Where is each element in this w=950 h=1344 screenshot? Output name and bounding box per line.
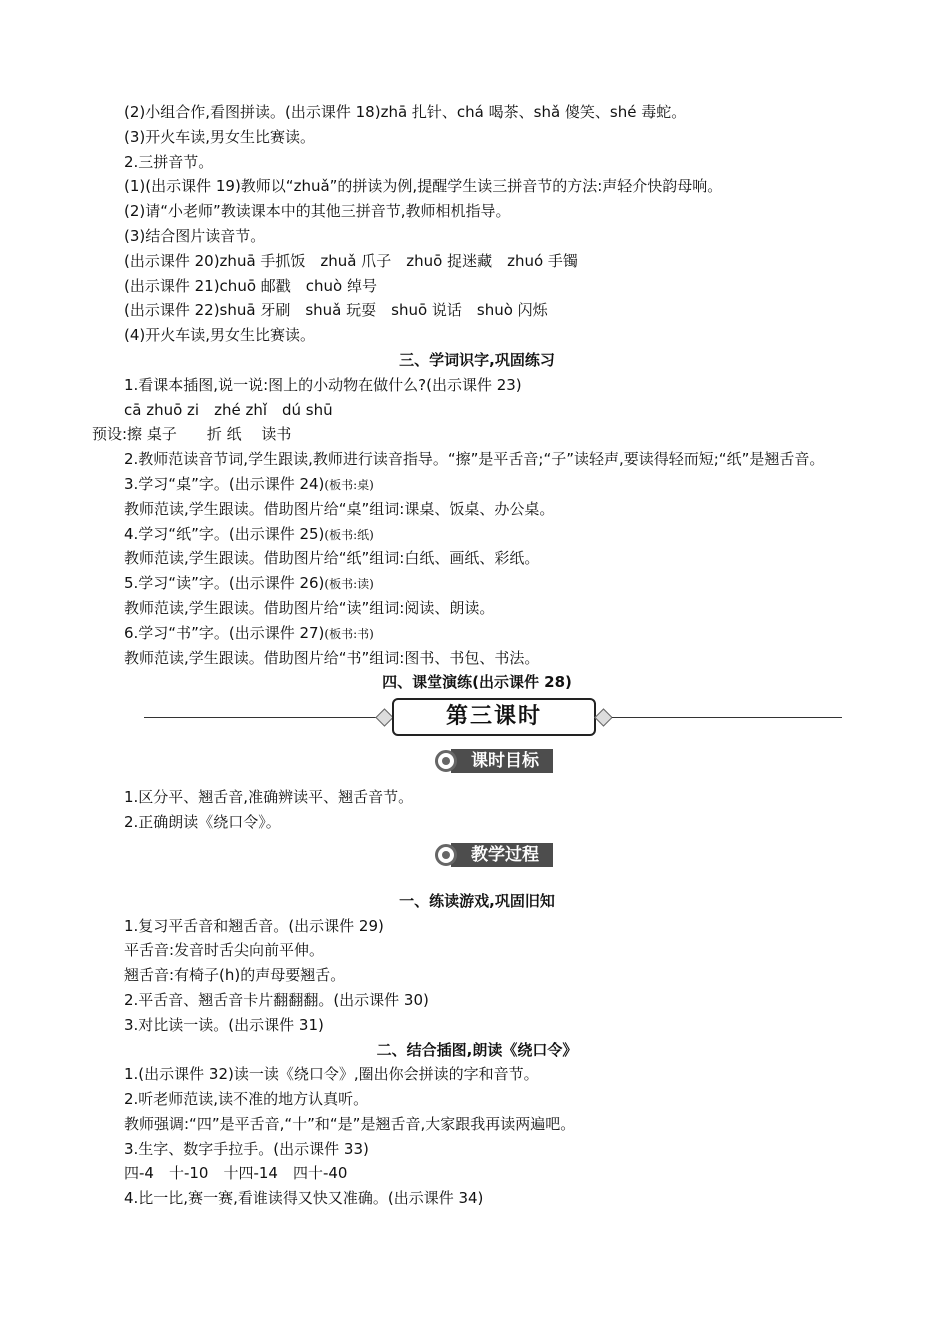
section-heading: 四、课堂演练(出示课件 28)	[382, 673, 572, 692]
text-line: 教师范读,学生跟读。借助图片给“桌”组词:课桌、饭桌、办公桌。	[124, 499, 555, 518]
pinyin-line: cā zhuō zi zhé zhǐ dú shū	[124, 400, 333, 419]
text-line: (2)小组合作,看图拼读。(出示课件 18)zhā 扎针、chá 喝茶、shǎ 傻笑、shé 毒蛇。	[124, 103, 687, 121]
section-heading: 二、结合插图,朗读《绕口令》	[376, 1040, 578, 1059]
preset-line: 预设:擦 桌子 折 纸 读书	[92, 425, 292, 444]
board-note: (板书:读)	[324, 577, 374, 592]
text-line: 教师强调:“四”是平舌音,“十”和“是”是翘舌音,大家跟我再读两遍吧。	[124, 1114, 576, 1133]
item-heading-text: 4.学习“纸”字。(出示课件 25)	[124, 524, 325, 543]
item-heading	[92, 621, 862, 646]
goal-line: 1.区分平、翘舌音,准确辨读平、翘舌音节。	[124, 788, 414, 807]
text-paragraph-content: 2.教师范读音节词,学生跟读,教师进行读音指导。“擦”是平舌音;“子”读轻声,要读得轻而短;“纸”是翘舌音。	[124, 450, 825, 469]
board-note: (板书:桌)	[324, 477, 374, 492]
process-tag-label: 教学过程	[451, 843, 553, 867]
goal-tag-row	[92, 741, 862, 785]
text-line: (出示课件 20)zhuā 手抓饭 zhuǎ 爪子 zhuō 捉迷藏 zhuó 手镯	[124, 251, 578, 270]
text-line: 教师范读,学生跟读。借助图片给“读”组词:阅读、朗读。	[124, 598, 495, 617]
item-heading	[92, 472, 862, 497]
text-line: 1.(出示课件 32)读一读《绕口令》,圈出你会拼读的字和音节。	[124, 1065, 539, 1084]
text-line: 1.看课本插图,说一说:图上的小动物在做什么?(出示课件 23)	[124, 375, 522, 394]
text-line: 翘舌音:有椅子(h)的声母要翘舌。	[124, 966, 346, 985]
text-line: 教师范读,学生跟读。借助图片给“纸”组词:白纸、画纸、彩纸。	[124, 549, 540, 568]
text-line: 3.对比读一读。(出示课件 31)	[124, 1015, 324, 1034]
text-line: 四-4 十-10 十四-14 四十-40	[124, 1164, 348, 1183]
item-heading	[92, 571, 862, 596]
text-line: (4)开火车读,男女生比赛读。	[124, 326, 316, 345]
goal-tag-label: 课时目标	[451, 749, 553, 773]
text-line: (1)(出示课件 19)教师以“zhuǎ”的拼读为例,提醒学生读三拼音节的方法:声轻介快韵母响。	[124, 177, 723, 196]
text-line: (3)开火车读,男女生比赛读。	[124, 127, 316, 146]
banner-rule-right	[612, 717, 842, 718]
lesson-title: 第三课时	[392, 698, 596, 736]
text-line: (出示课件 21)chuō 邮戳 chuò 绰号	[124, 276, 377, 295]
text-paragraph	[92, 447, 862, 472]
section-heading: 一、练读游戏,巩固旧知	[399, 891, 555, 910]
board-note: (板书:书)	[324, 626, 374, 641]
text-line: 4.比一比,赛一赛,看谁读得又快又准确。(出示课件 34)	[124, 1189, 484, 1208]
text-line: (2)请“小老师”教读课本中的其他三拼音节,教师相机指导。	[124, 202, 511, 221]
goal-tag	[435, 747, 553, 775]
item-heading-text: 5.学习“读”字。(出示课件 26)	[124, 574, 325, 593]
text-line: 2.平舌音、翘舌音卡片翻翻翻。(出示课件 30)	[124, 990, 429, 1009]
banner-diamond-right-icon	[594, 708, 612, 726]
banner-rule-left	[144, 717, 384, 718]
text-line: 2.听老师范读,读不准的地方认真听。	[124, 1090, 369, 1109]
board-note: (板书:纸)	[324, 527, 374, 542]
item-heading	[92, 522, 862, 547]
section-heading: 三、学词识字,巩固练习	[399, 350, 555, 369]
banner-diamond-left-icon	[375, 708, 393, 726]
target-icon	[435, 844, 457, 866]
text-line: 1.复习平舌音和翘舌音。(出示课件 29)	[124, 916, 384, 935]
process-tag-row	[92, 835, 862, 889]
text-line: 平舌音:发音时舌尖向前平伸。	[124, 941, 325, 960]
text-line: 2.三拼音节。	[124, 152, 214, 171]
item-heading-text: 6.学习“书”字。(出示课件 27)	[124, 623, 325, 642]
lesson-banner	[92, 697, 862, 737]
process-tag	[435, 841, 553, 869]
text-line: (出示课件 22)shuā 牙刷 shuǎ 玩耍 shuō 说话 shuò 闪烁	[124, 301, 548, 320]
text-line: (3)结合图片读音节。	[124, 226, 266, 245]
item-heading-text: 3.学习“桌”字。(出示课件 24)	[124, 474, 325, 493]
text-line: 教师范读,学生跟读。借助图片给“书”组词:图书、书包、书法。	[124, 648, 540, 667]
goal-line: 2.正确朗读《绕口令》。	[124, 812, 281, 831]
document-content	[92, 100, 862, 1211]
text-line: 3.生字、数字手拉手。(出示课件 33)	[124, 1139, 369, 1158]
target-icon	[435, 750, 457, 772]
